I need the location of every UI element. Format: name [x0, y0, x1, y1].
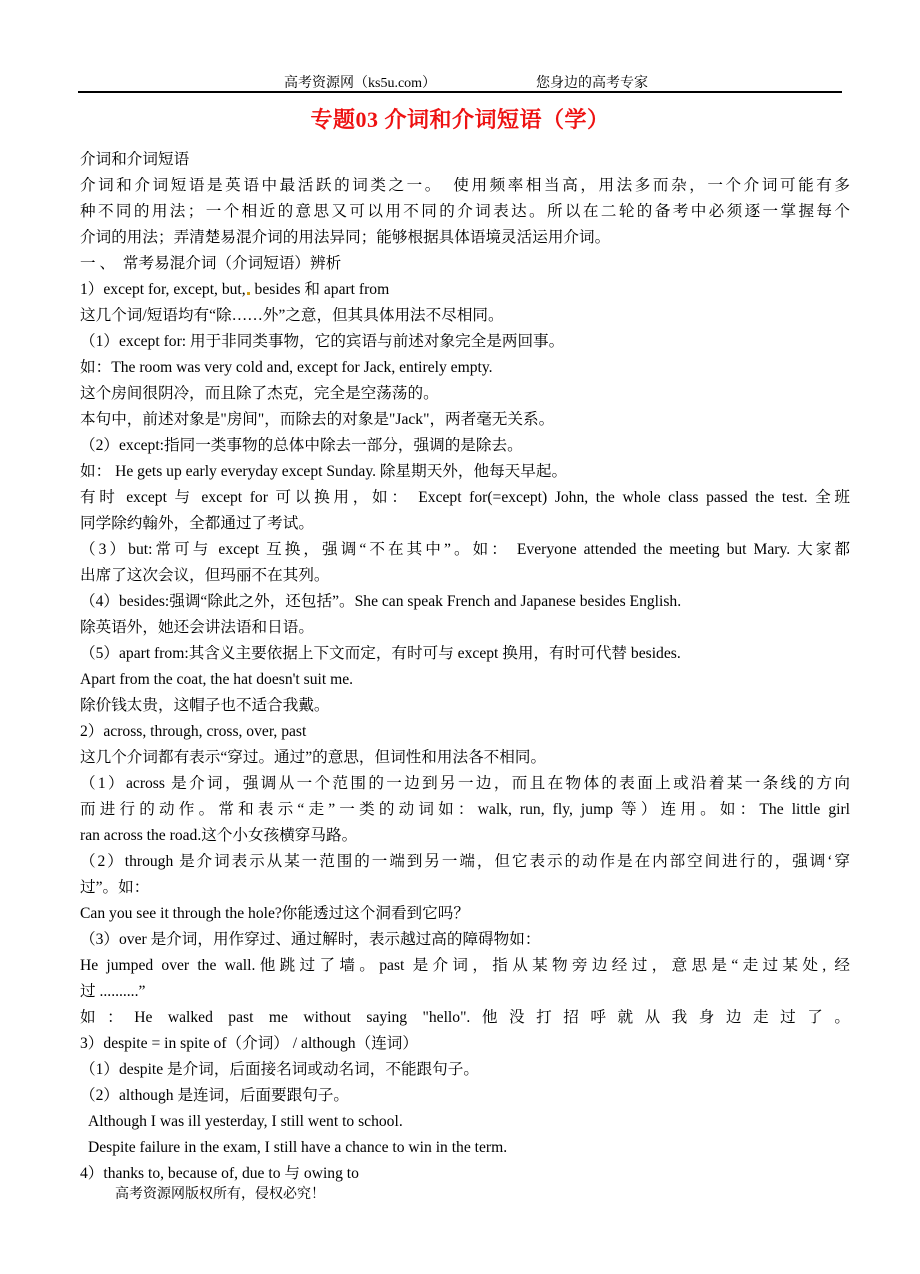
page-header: [0, 70, 920, 92]
paragraph-line: （3）but:常可与 except 互换，强调“不在其中”。如： Everyone attended the meeting but Mary. 大家都: [80, 541, 850, 558]
paragraph-line: 同学除约翰外，全都通过了考试。: [80, 515, 314, 532]
subsection-heading: [80, 277, 850, 303]
example-line: Although I was ill yesterday, I still went to school.: [88, 1113, 403, 1130]
copyright-footer: 高考资源网版权所有，侵权必究！: [115, 1187, 325, 1202]
document-body: [80, 147, 850, 1187]
paragraph-line: （3）over 是介词，用作穿过、通过解时，表示越过高的障碍物如：: [80, 931, 541, 948]
subsection-heading: 2）across, through, cross, over, past: [80, 723, 307, 740]
header-site-name: 高考资源网（ks5u.com）: [284, 76, 437, 91]
translation-line: 除英语外，她还会讲法语和日语。: [80, 619, 314, 636]
edit-mark-icon: [247, 292, 250, 295]
paragraph-line: ran across the road.这个小女孩横穿马路。: [80, 827, 358, 844]
paragraph-line: 本句中，前述对象是"房间"，而除去的对象是"Jack"，两者毫无关系。: [80, 411, 555, 428]
paragraph-line: 过 ..........”: [80, 983, 146, 1000]
paragraph-line: 介词和介词短语是英语中最活跃的词类之一。 使用频率相当高，用法多而杂，一个介词可能有多: [80, 177, 850, 194]
paragraph-line: 这几个介词都有表示“穿过。通过”的意思，但词性和用法各不相同。: [80, 749, 547, 766]
example-line: 如：The room was very cold and, except for Jack, entirely empty.: [80, 359, 493, 376]
header-slogan: 您身边的高考专家: [536, 76, 648, 91]
paragraph-line: （2）through 是介词表示从某一范围的一端到另一端，但它表示的动作是在内部空间进行的，强调‘穿: [80, 853, 850, 870]
section-heading: 一 、 常考易混介词（介词短语）辨析: [80, 255, 342, 272]
example-line: 如： He gets up early everyday except Sunday. 除星期天外，他每天早起。: [80, 463, 568, 480]
paragraph-line: 种不同的用法；一个相近的意思又可以用不同的介词表达。所以在二轮的备考中必须逐一掌握每个: [80, 203, 850, 220]
paragraph-line: （1）despite 是介词，后面接名词或动名词，不能跟句子。: [80, 1061, 479, 1078]
document-title: 专题03 介词和介词短语（学）: [310, 107, 610, 132]
paragraph-line: （1）except for: 用于非同类事物，它的宾语与前述对象完全是两回事。: [80, 333, 565, 350]
paragraph-line: （2）although 是连词，后面要跟句子。: [80, 1087, 349, 1104]
example-line: 如：He walked past me without saying "hello".他没打招呼就从我身边走过了。: [80, 1009, 850, 1026]
translation-line: 这个房间很阴冷，而且除了杰克，完全是空荡荡的。: [80, 385, 439, 402]
paragraph-line: He jumped over the wall.他跳过了墙。past 是介词，指从某物旁边经过，意思是“走过某处, 经: [80, 957, 850, 974]
paragraph-line: 有时 except 与 except for 可以换用，如： Except for(=except) John, the whole class passed the test. 全班: [80, 489, 850, 506]
subsection-heading-part: besides 和 apart from: [250, 281, 390, 298]
header-divider: [78, 91, 842, 93]
translation-line: 除价钱太贵，这帽子也不适合我戴。: [80, 697, 330, 714]
subsection-heading: 4）thanks to, because of, due to 与 owing to: [80, 1165, 359, 1182]
subsection-heading: 3）despite = in spite of（介词） / although（连词）: [80, 1035, 418, 1052]
paragraph-line: 出席了这次会议，但玛丽不在其列。: [80, 567, 330, 584]
example-line: Can you see it through the hole?你能透过这个洞看到它吗？: [80, 905, 469, 922]
section-heading: 介词和介词短语: [80, 151, 190, 168]
paragraph-line: （2）except:指同一类事物的总体中除去一部分，强调的是除去。: [80, 437, 523, 454]
paragraph-line: （5）apart from:其含义主要依据上下文而定，有时可与 except 换用，有时可代替 besides.: [80, 645, 681, 662]
paragraph-line: （4）besides:强调“除此之外，还包括”。She can speak French and Japanese besides English.: [80, 593, 682, 610]
paragraph-line: （1）across 是介词，强调从一个范围的一边到另一边，而且在物体的表面上或沿着某一条线的方向: [80, 775, 850, 792]
example-line: Apart from the coat, the hat doesn't suit me.: [80, 671, 354, 688]
paragraph-line: 介词的用法；弄清楚易混介词的用法异同；能够根据具体语境灵活运用介词。: [80, 229, 611, 246]
paragraph-line: 这几个词/短语均有“除……外”之意，但其具体用法不尽相同。: [80, 307, 504, 324]
example-line: Despite failure in the exam, I still have a chance to win in the term.: [88, 1139, 508, 1156]
paragraph-line: 过”。如：: [80, 879, 150, 896]
paragraph-line: 而进行的动作。常和表示“走”一类的动词如：walk, run, fly, jump 等）连用。如：The little girl: [80, 801, 850, 818]
subsection-heading-part: 1）except for, except, but,: [80, 281, 246, 298]
